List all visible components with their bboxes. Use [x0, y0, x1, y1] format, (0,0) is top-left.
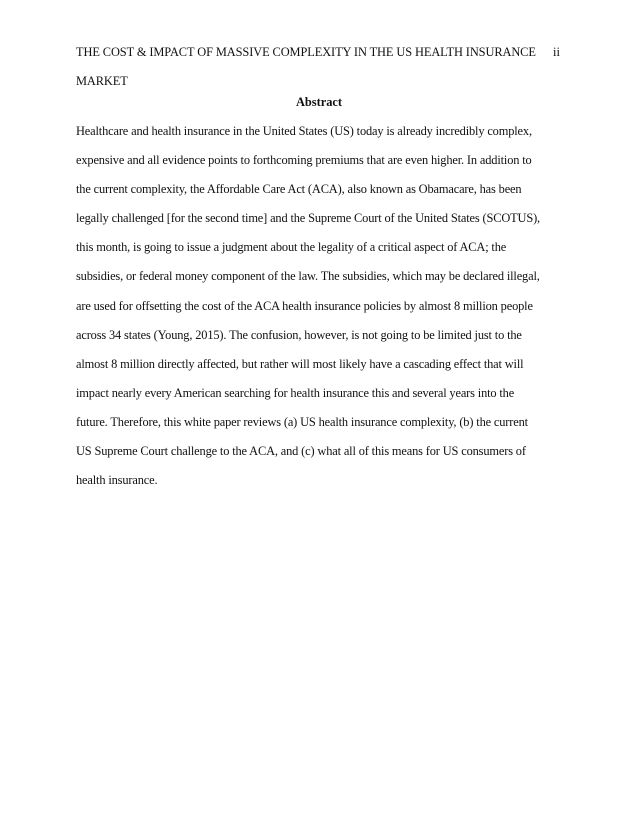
abstract-line: subsidies, or federal money component of the law. The subsidies, which may be declared illegal,	[76, 269, 540, 284]
running-head-line-1: THE COST & IMPACT OF MASSIVE COMPLEXITY IN THE US HEALTH INSURANCE	[76, 45, 536, 59]
abstract-heading: Abstract	[295, 95, 343, 109]
abstract-line: health insurance.	[76, 473, 158, 488]
abstract-line: this month, is going to issue a judgment about the legality of a critical aspect of ACA; the	[76, 240, 507, 255]
page-number: ii	[553, 45, 560, 59]
abstract-line: expensive and all evidence points to forthcoming premiums that are even higher. In addition to	[76, 153, 532, 168]
abstract-line: impact nearly every American searching for health insurance this and several years into the	[76, 385, 515, 400]
abstract-body	[76, 120, 576, 498]
abstract-line: almost 8 million directly affected, but rather will most likely have a cascading effect that will	[76, 356, 524, 371]
abstract-line: US Supreme Court challenge to the ACA, and (c) what all of this means for US consumers of	[76, 444, 526, 459]
abstract-line: legally challenged [for the second time] and the Supreme Court of the United States (SCOTUS),	[76, 211, 541, 226]
abstract-line: are used for offsetting the cost of the ACA health insurance policies by almost 8 million people	[76, 298, 533, 313]
abstract-line: across 34 states (Young, 2015). The confusion, however, is not going to be limited just to the	[76, 327, 522, 342]
abstract-line: Healthcare and health insurance in the United States (US) today is already incredibly complex,	[76, 124, 532, 138]
abstract-line: future. Therefore, this white paper reviews (a) US health insurance complexity, (b) the current	[76, 414, 528, 429]
abstract-line: the current complexity, the Affordable Care Act (ACA), also known as Obamacare, has been	[76, 182, 522, 197]
running-head-line-2: MARKET	[76, 74, 128, 88]
running-head	[76, 38, 576, 96]
